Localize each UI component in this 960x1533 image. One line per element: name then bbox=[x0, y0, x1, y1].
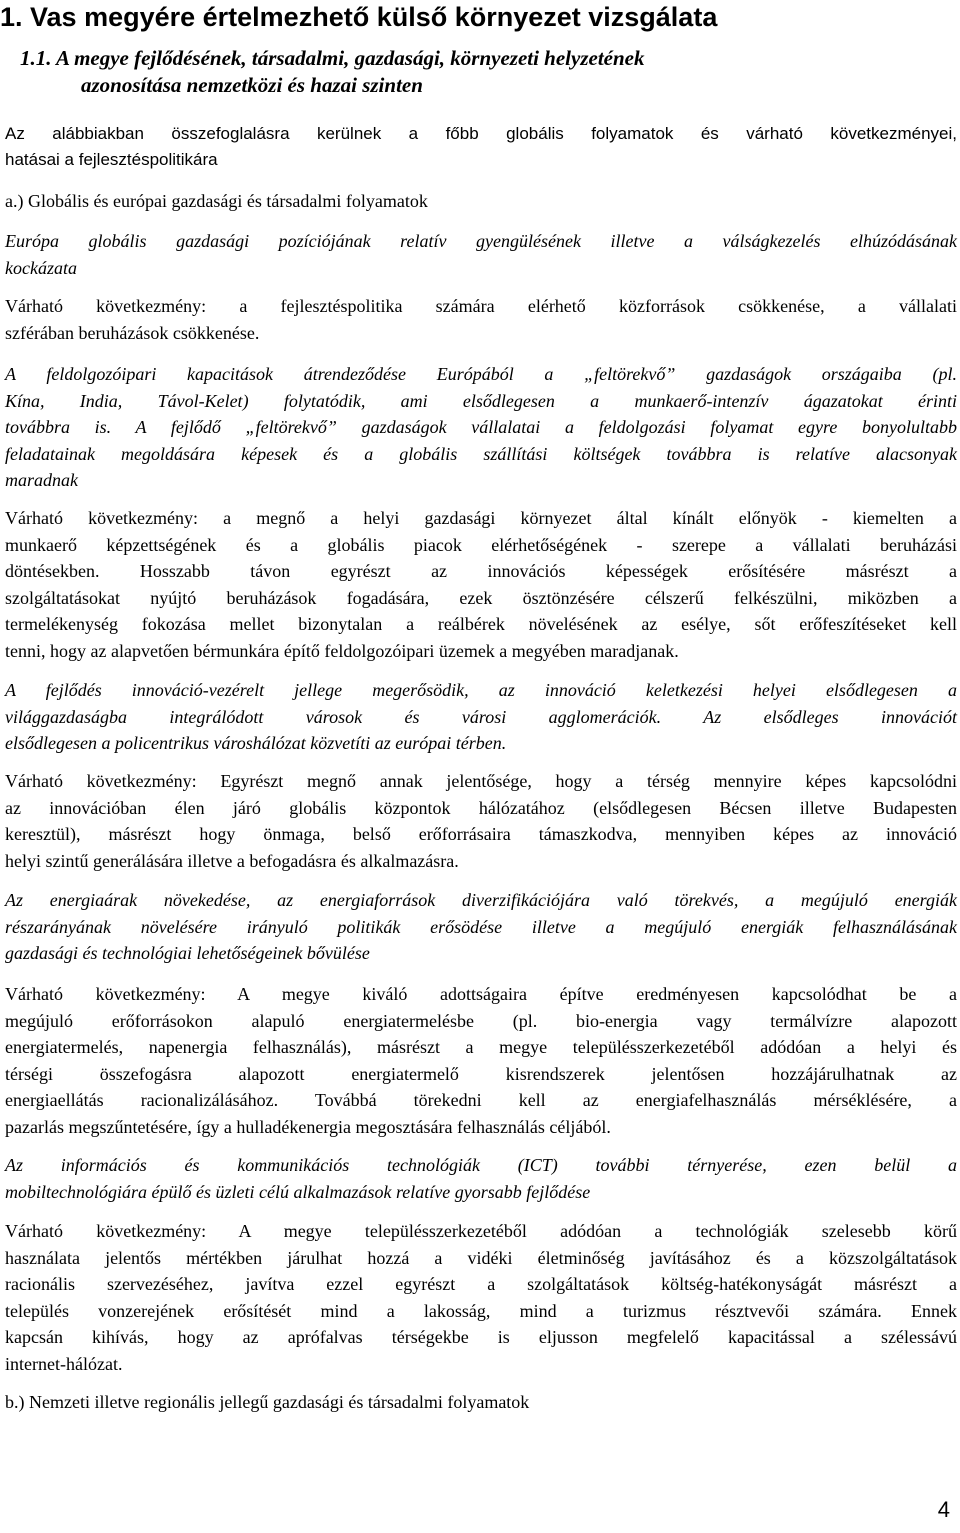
text-line: szolgáltatásokat nyújtó beruházások fogadására, ezek ösztönzésére célszerű felkészülni, miközben a bbox=[5, 587, 957, 608]
text-line: szférában beruházások csökkenése. bbox=[5, 322, 260, 343]
section-heading-line: azonosítása nemzetközi és hazai szinten bbox=[81, 73, 423, 97]
text-line: az innovációban élen járó globális központok hálózatához (elsődlegesen Bécsen illetve Budapesten bbox=[5, 797, 957, 818]
paragraph-9 bbox=[5, 1152, 957, 1205]
paragraph-7 bbox=[5, 887, 957, 967]
text-line: termelékenység fokozása mellet bizonytalan a reálbérek növelésének az esélye, sőt erőfeszítéseket kell bbox=[5, 614, 957, 635]
text-line: feladatainak megoldására képesek és a globális szállítási költségek továbbra is relatíve alacsonyak bbox=[5, 443, 957, 464]
text-line: gazdasági és technológiai lehetőségeinek bővülése bbox=[5, 943, 370, 964]
text-line: Várható következmény: a megnő a helyi gazdasági környezet által kínált előnyök - kiemelten a bbox=[5, 508, 957, 528]
paragraph-5 bbox=[5, 677, 957, 757]
text-line: pazarlás megszűntetésére, így a hulladékenergia megosztására felhasználás céljából. bbox=[5, 1116, 611, 1137]
subsection-b-heading bbox=[5, 1389, 957, 1416]
text-line: Európa globális gazdasági pozíciójának relatív gyengülésének illetve a válságkezelés elhúzódásának bbox=[5, 231, 957, 251]
text-line: térségi összefogásra alapozott energiatermelő kisrendszerek jelentősen hozzájárulhatnak az bbox=[5, 1063, 957, 1084]
text-line: település vonzerejének erősítését mind a lakosság, mind a turizmus résztvevői számára. Ennek bbox=[5, 1300, 957, 1321]
text-line: kockázata bbox=[5, 257, 77, 278]
paragraph-1 bbox=[5, 228, 957, 281]
text-line: energiaellátás racionalizálásához. Továbbá törekedni kell az energiafelhasználás mérséklésére, a bbox=[5, 1090, 957, 1111]
text-line: világgazdaságba integrálódott városok és városi agglomerációk. Az elsődleges innovációt bbox=[5, 706, 957, 727]
text-line: Várható következmény: a fejlesztéspolitika számára elérhető közforrások csökkenése, a vállalati bbox=[5, 296, 957, 316]
text-line: döntésekben. Hosszabb távon egyrészt az innovációs képességek erősítésére másrészt a bbox=[5, 561, 957, 582]
text-line: A fejlődés innováció-vezérelt jellege megerősödik, az innováció keletkezési helyei elsődlegesen a bbox=[5, 680, 957, 700]
text-line: használata jelentős mértékben járulhat hozzá a vidéki életminőség javításához és a közszolgáltatások bbox=[5, 1247, 957, 1268]
paragraph-2 bbox=[5, 293, 957, 346]
text-line: Várható következmény: A megye kiváló adottságaira építve eredményesen kapcsolódhat be a bbox=[5, 984, 957, 1004]
text-line: munkaerő képzettségének és a globális piacok elérhetőségének - szerepe a vállalati beruházási bbox=[5, 534, 957, 555]
text-line: keresztül), másrészt hogy önmaga, belső erőforrásaira támaszkodva, mennyiben képes az innováció bbox=[5, 824, 957, 845]
text-line: Kína, India, Távol-Kelet) folytatódik, ami elsődlegesen a munkaerő-intenzív ágazatokat érinti bbox=[5, 390, 957, 411]
text-line: a.) Globális és európai gazdasági és társadalmi folyamatok bbox=[5, 191, 428, 211]
text-line: Az energiaárak növekedése, az energiaforrások diverzifikációjára való törekvés, a megújuló energiák bbox=[5, 890, 957, 910]
text-line: racionális szervezéséhez, javítva ezzel egyrészt a szolgáltatások költség-hatékonyságát másrészt a bbox=[5, 1274, 957, 1295]
text-line: továbbra is. A fejlődő „feltörekvő” gazdaságok vállalatai a feldolgozási folyamat egyre bonyolultabb bbox=[5, 417, 957, 438]
paragraph-10 bbox=[5, 1218, 957, 1378]
text-line: mobiltechnológiára épülő és üzleti célú alkalmazások relatíve gyorsabb fejlődése bbox=[5, 1181, 591, 1202]
section-heading-line: 1.1. A megye fejlődésének, társadalmi, gazdasági, környezeti helyzetének bbox=[20, 46, 645, 70]
text-line: megújuló erőforrásokon alapuló energiatermelésbe (pl. bio-energia vagy termálvízre alapozott bbox=[5, 1010, 957, 1031]
intro-paragraph bbox=[5, 121, 957, 173]
text-line: b.) Nemzeti illetve regionális jellegű gazdasági és társadalmi folyamatok bbox=[5, 1392, 530, 1412]
chapter-heading: 1. Vas megyére értelmezhető külső környezet vizsgálata bbox=[0, 2, 718, 32]
text-line: Az információs és kommunikációs technológiák (ICT) további térnyerése, ezen belül a bbox=[5, 1155, 957, 1175]
page-number: 4 bbox=[937, 1497, 950, 1522]
section-heading bbox=[20, 45, 950, 99]
text-line: elsődlegesen a policentrikus városhálózat közvetíti az európai térben. bbox=[5, 733, 507, 754]
text-line: Várható következmény: Egyrészt megnő annak jelentősége, hogy a térség mennyire képes kapcsolódni bbox=[5, 771, 957, 791]
text-line: internet-hálózat. bbox=[5, 1353, 123, 1374]
paragraph-8 bbox=[5, 981, 957, 1141]
text-line: tenni, hogy az alapvetően bérmunkára építő feldolgozóipari üzemek a megyében maradjanak. bbox=[5, 640, 679, 661]
subsection-a-heading bbox=[5, 188, 957, 215]
text-line: hatásai a fejlesztéspolitikára bbox=[5, 150, 218, 169]
text-line: Várható következmény: A megye településszerkezetéből adódóan a technológiák szelesebb körű bbox=[5, 1221, 957, 1241]
paragraph-3 bbox=[5, 361, 957, 494]
paragraph-6 bbox=[5, 768, 957, 874]
text-line: Az alábbiakban összefoglalásra kerülnek a főbb globális folyamatok és várható következményei, bbox=[5, 124, 957, 143]
paragraph-4 bbox=[5, 505, 957, 665]
text-line: részarányának növelésére irányuló politikák erősödése illetve a megújuló energiák felhasználásának bbox=[5, 916, 957, 937]
text-line: kapcsán kihívás, hogy az aprófalvas térségekbe is eljusson megfelelő kapacitással a szélessávú bbox=[5, 1327, 957, 1348]
text-line: maradnak bbox=[5, 470, 78, 491]
text-line: A feldolgozóipari kapacitások átrendeződése Európából a „feltörekvő” gazdaságok országaiba (pl. bbox=[5, 364, 957, 384]
text-line: helyi szintű generálására illetve a befogadásra és alkalmazásra. bbox=[5, 850, 459, 871]
text-line: energiatermelés, napenergia felhasználás), másrészt a megye településszerkezetéből adódóan a helyi és bbox=[5, 1037, 957, 1058]
